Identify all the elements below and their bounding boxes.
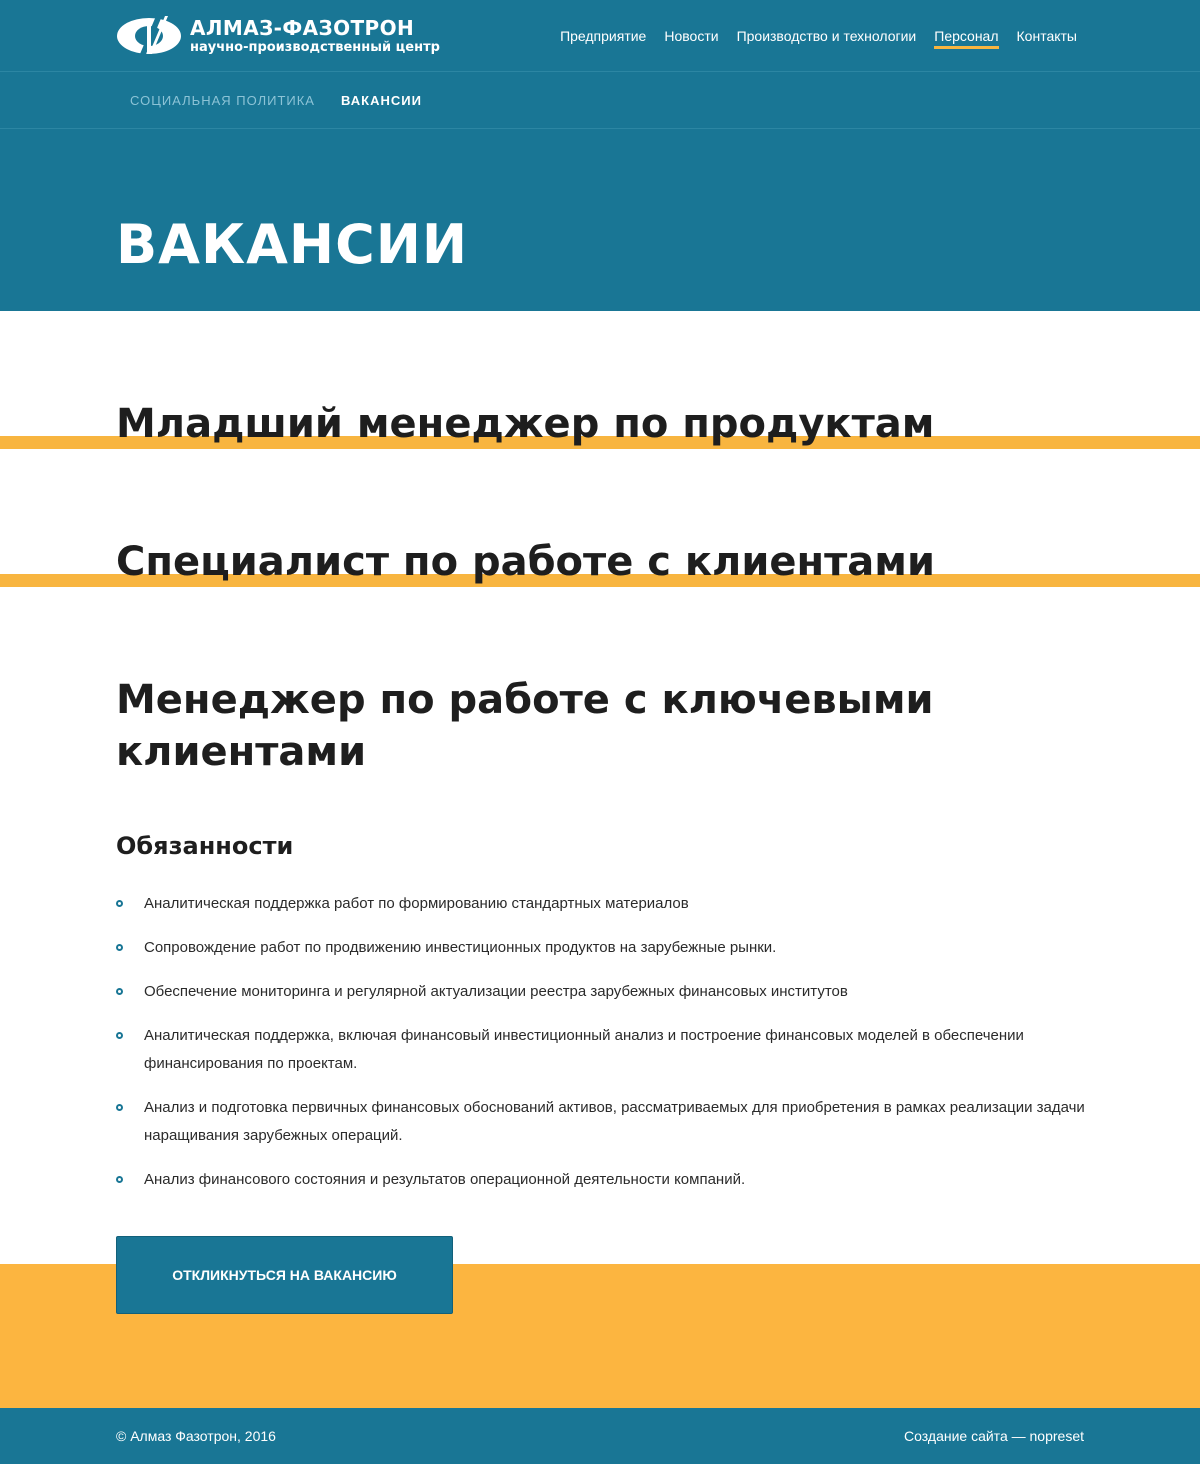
sub-nav — [0, 72, 1200, 129]
bullet-icon — [116, 1104, 123, 1111]
bullet-icon — [116, 988, 123, 995]
vacancy-title[interactable]: Младший менеджер по продуктам — [116, 401, 935, 447]
list-item — [116, 934, 1088, 962]
bullet-icon — [116, 944, 123, 951]
duty-text: Анализ финансового состояния и результатов операционной деятельности компаний. — [144, 1171, 746, 1188]
list-item — [116, 1094, 1088, 1150]
logo-text — [190, 18, 440, 54]
bullet-icon — [116, 1032, 123, 1039]
list-item — [116, 1166, 1088, 1194]
top-bar — [0, 0, 1200, 72]
subnav-item-social-policy[interactable]: СОЦИАЛЬНАЯ ПОЛИТИКА — [130, 93, 315, 108]
duty-text: Сопровождение работ по продвижению инвестиционных продуктов на зарубежные рынки. — [144, 939, 777, 956]
page-title: ВАКАНСИИ — [116, 213, 469, 276]
duty-text: Анализ и подготовка первичных финансовых обоснований активов, рассматриваемых для приобретения в рамках реализации задачи наращивания зарубежных операций. — [144, 1099, 1085, 1144]
nav-item-news[interactable]: Новости — [664, 28, 719, 44]
logo[interactable] — [116, 14, 440, 58]
site-credit-link[interactable]: Создание сайта — nopreset — [904, 1428, 1084, 1444]
duty-text: Аналитическая поддержка, включая финансовый инвестиционный анализ и построение финансовых моделей в обеспечении финансирования по проектам. — [144, 1027, 1024, 1072]
duties-heading: Обязанности — [116, 832, 294, 860]
vacancy-title[interactable]: Специалист по работе с клиентами — [116, 539, 936, 585]
logo-icon — [116, 14, 182, 58]
duty-text: Обеспечение мониторинга и регулярной актуализации реестра зарубежных финансовых институтов — [144, 983, 848, 1000]
bullet-icon — [116, 1176, 123, 1183]
duties-list — [116, 890, 1088, 1210]
list-item — [116, 978, 1088, 1006]
nav-item-production[interactable]: Производство и технологии — [736, 28, 917, 44]
logo-name: АЛМАЗ-ФАЗОТРОН — [190, 16, 415, 40]
nav-item-enterprise[interactable]: Предприятие — [560, 28, 647, 44]
page-hero — [0, 129, 1200, 311]
logo-subtitle: научно-производственный центр — [190, 40, 440, 55]
duty-text: Аналитическая поддержка работ по формированию стандартных материалов — [144, 895, 689, 912]
vacancy-title[interactable]: Менеджер по работе с ключевыми клиентами — [116, 677, 934, 775]
nav-item-contacts[interactable]: Контакты — [1016, 28, 1077, 44]
list-item — [116, 1022, 1088, 1078]
main-nav — [542, 0, 1077, 72]
nav-item-personnel[interactable]: Персонал — [934, 0, 998, 72]
list-item — [116, 890, 1088, 918]
bullet-icon — [116, 900, 123, 907]
apply-button[interactable]: ОТКЛИКНУТЬСЯ НА ВАКАНСИЮ — [116, 1236, 453, 1314]
footer — [0, 1408, 1200, 1464]
copyright: © Алмаз Фазотрон, 2016 — [116, 1428, 276, 1444]
subnav-item-vacancies[interactable]: ВАКАНСИИ — [341, 93, 422, 108]
